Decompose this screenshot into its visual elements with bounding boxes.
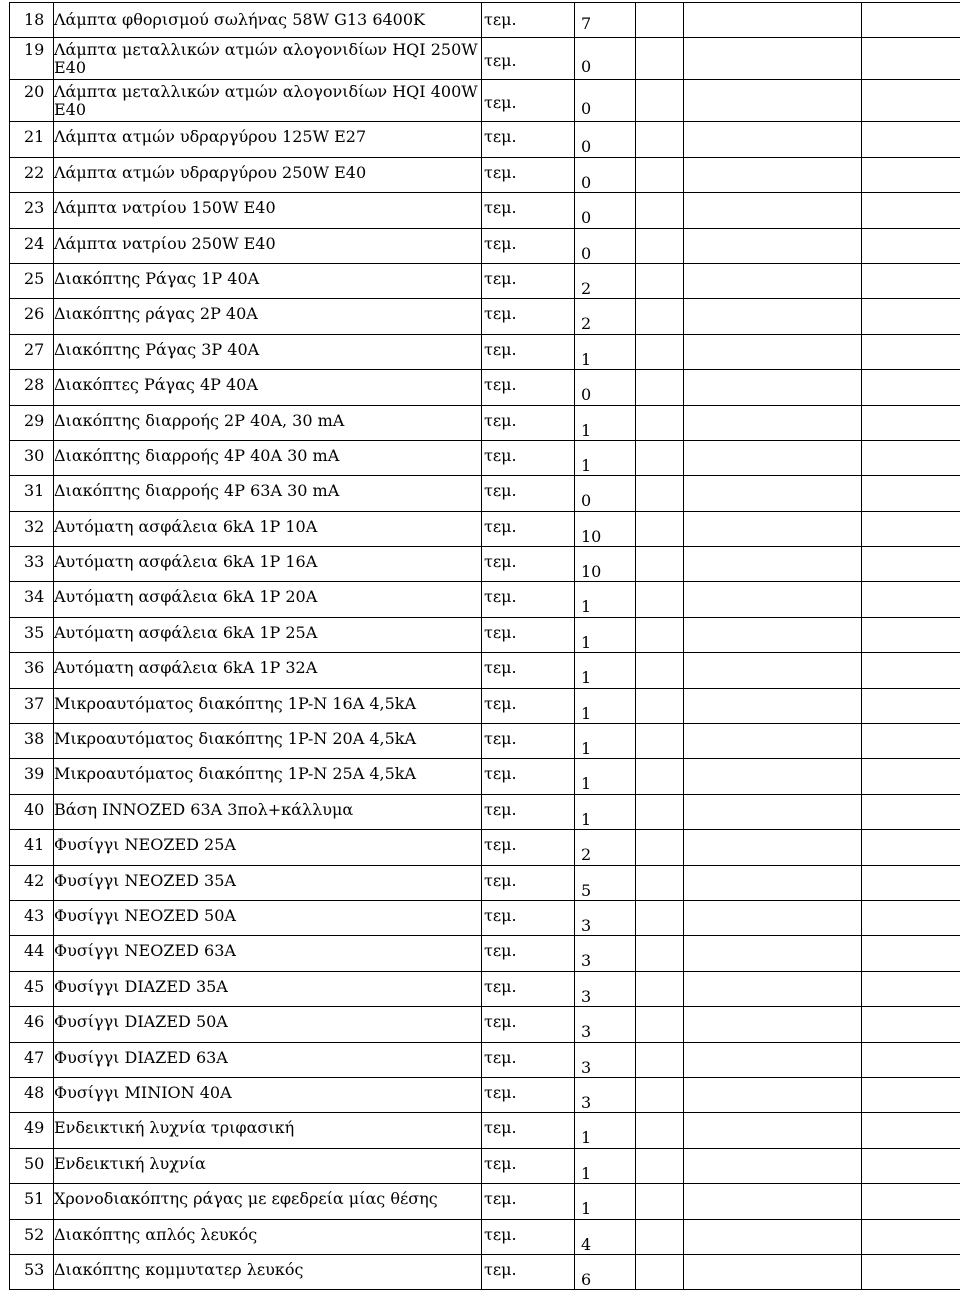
empty-cell bbox=[684, 688, 862, 723]
empty-cell bbox=[862, 1148, 960, 1183]
item-unit: τεμ. bbox=[482, 299, 575, 334]
item-number: 21 bbox=[10, 122, 54, 157]
item-unit: τεμ. bbox=[482, 724, 575, 759]
item-unit: τεμ. bbox=[482, 547, 575, 582]
item-number: 36 bbox=[10, 653, 54, 688]
empty-cell bbox=[862, 1219, 960, 1254]
empty-cell bbox=[862, 334, 960, 369]
empty-cell bbox=[862, 263, 960, 298]
table-row bbox=[10, 1007, 960, 1042]
empty-cell bbox=[636, 38, 684, 80]
item-quantity: 3 bbox=[575, 900, 636, 935]
empty-cell bbox=[862, 830, 960, 865]
item-number: 43 bbox=[10, 900, 54, 935]
empty-cell bbox=[684, 80, 862, 122]
item-number: 31 bbox=[10, 476, 54, 511]
empty-cell bbox=[636, 511, 684, 546]
item-description: Μικροαυτόματος διακόπτης 1P-N 20A 4,5kA bbox=[54, 724, 482, 759]
item-unit: τεμ. bbox=[482, 900, 575, 935]
item-number: 35 bbox=[10, 617, 54, 652]
item-number: 46 bbox=[10, 1007, 54, 1042]
item-number: 37 bbox=[10, 688, 54, 723]
empty-cell bbox=[636, 865, 684, 900]
empty-cell bbox=[684, 157, 862, 192]
empty-cell bbox=[862, 582, 960, 617]
table-row bbox=[10, 334, 960, 369]
item-number: 53 bbox=[10, 1254, 54, 1289]
table-row bbox=[10, 122, 960, 157]
item-unit: τεμ. bbox=[482, 865, 575, 900]
table-row bbox=[10, 582, 960, 617]
item-description: Φυσίγγι DIAZED 35A bbox=[54, 971, 482, 1006]
empty-cell bbox=[684, 724, 862, 759]
empty-cell bbox=[684, 370, 862, 405]
item-description: Λάμπτα νατρίου 150W E40 bbox=[54, 193, 482, 228]
item-unit: τεμ. bbox=[482, 653, 575, 688]
table-row bbox=[10, 724, 960, 759]
empty-cell bbox=[636, 299, 684, 334]
table-row bbox=[10, 688, 960, 723]
item-number: 23 bbox=[10, 193, 54, 228]
item-number: 48 bbox=[10, 1077, 54, 1112]
table-row bbox=[10, 653, 960, 688]
item-unit: τεμ. bbox=[482, 971, 575, 1006]
item-quantity: 1 bbox=[575, 724, 636, 759]
empty-cell bbox=[862, 971, 960, 1006]
empty-cell bbox=[862, 38, 960, 80]
item-description: Μικροαυτόματος διακόπτης 1P-N 25A 4,5kA bbox=[54, 759, 482, 794]
item-unit: τεμ. bbox=[482, 228, 575, 263]
empty-cell bbox=[636, 122, 684, 157]
empty-cell bbox=[636, 80, 684, 122]
empty-cell bbox=[636, 1113, 684, 1148]
item-unit: τεμ. bbox=[482, 476, 575, 511]
empty-cell bbox=[684, 936, 862, 971]
table-row bbox=[10, 971, 960, 1006]
table-row bbox=[10, 193, 960, 228]
empty-cell bbox=[862, 511, 960, 546]
table-row bbox=[10, 1254, 960, 1289]
table-row bbox=[10, 1077, 960, 1112]
empty-cell bbox=[684, 582, 862, 617]
empty-cell bbox=[636, 440, 684, 475]
empty-cell bbox=[684, 653, 862, 688]
item-quantity: 10 bbox=[575, 547, 636, 582]
item-quantity: 1 bbox=[575, 653, 636, 688]
item-quantity: 2 bbox=[575, 299, 636, 334]
empty-cell bbox=[684, 794, 862, 829]
table-row bbox=[10, 263, 960, 298]
item-description: Λάμπτα ατμών υδραργύρου 125W E27 bbox=[54, 122, 482, 157]
empty-cell bbox=[862, 936, 960, 971]
table-row bbox=[10, 936, 960, 971]
empty-cell bbox=[862, 1042, 960, 1077]
item-quantity: 0 bbox=[575, 38, 636, 80]
item-unit: τεμ. bbox=[482, 405, 575, 440]
item-number: 33 bbox=[10, 547, 54, 582]
empty-cell bbox=[684, 1184, 862, 1219]
table-row bbox=[10, 900, 960, 935]
item-unit: τεμ. bbox=[482, 617, 575, 652]
empty-cell bbox=[862, 440, 960, 475]
empty-cell bbox=[684, 1219, 862, 1254]
item-number: 52 bbox=[10, 1219, 54, 1254]
item-quantity: 3 bbox=[575, 1042, 636, 1077]
empty-cell bbox=[862, 617, 960, 652]
item-unit: τεμ. bbox=[482, 1113, 575, 1148]
item-unit: τεμ. bbox=[482, 440, 575, 475]
item-unit: τεμ. bbox=[482, 936, 575, 971]
item-unit: τεμ. bbox=[482, 830, 575, 865]
item-quantity: 6 bbox=[575, 1254, 636, 1289]
table-row bbox=[10, 405, 960, 440]
item-quantity: 1 bbox=[575, 1113, 636, 1148]
empty-cell bbox=[862, 3, 960, 38]
item-number: 28 bbox=[10, 370, 54, 405]
empty-cell bbox=[684, 547, 862, 582]
items-table bbox=[9, 2, 960, 1290]
item-number: 19 bbox=[10, 38, 54, 80]
item-number: 38 bbox=[10, 724, 54, 759]
item-number: 27 bbox=[10, 334, 54, 369]
empty-cell bbox=[862, 476, 960, 511]
item-description: Αυτόματη ασφάλεια 6kA 1P 10A bbox=[54, 511, 482, 546]
empty-cell bbox=[862, 299, 960, 334]
items-table-body bbox=[10, 3, 960, 1290]
item-description: Φυσίγγι NEOZED 25A bbox=[54, 830, 482, 865]
table-row bbox=[10, 370, 960, 405]
item-unit: τεμ. bbox=[482, 1219, 575, 1254]
item-description: Μικροαυτόματος διακόπτης 1P-N 16A 4,5kA bbox=[54, 688, 482, 723]
item-number: 25 bbox=[10, 263, 54, 298]
item-description: Διακόπτες Ράγας 4P 40A bbox=[54, 370, 482, 405]
item-quantity: 3 bbox=[575, 1077, 636, 1112]
empty-cell bbox=[636, 936, 684, 971]
item-quantity: 1 bbox=[575, 440, 636, 475]
item-description: Φυσίγγι MINION 40A bbox=[54, 1077, 482, 1112]
empty-cell bbox=[636, 263, 684, 298]
table-row bbox=[10, 299, 960, 334]
item-number: 22 bbox=[10, 157, 54, 192]
item-quantity: 0 bbox=[575, 193, 636, 228]
empty-cell bbox=[636, 830, 684, 865]
item-unit: τεμ. bbox=[482, 1148, 575, 1183]
empty-cell bbox=[636, 724, 684, 759]
empty-cell bbox=[862, 80, 960, 122]
item-unit: τεμ. bbox=[482, 334, 575, 369]
table-row bbox=[10, 228, 960, 263]
table-row bbox=[10, 80, 960, 122]
table-row bbox=[10, 157, 960, 192]
empty-cell bbox=[636, 547, 684, 582]
item-unit: τεμ. bbox=[482, 582, 575, 617]
empty-cell bbox=[636, 193, 684, 228]
item-description: Αυτόματη ασφάλεια 6kA 1P 20A bbox=[54, 582, 482, 617]
item-quantity: 3 bbox=[575, 1007, 636, 1042]
item-description: Φυσίγγι DIAZED 50A bbox=[54, 1007, 482, 1042]
item-unit: τεμ. bbox=[482, 688, 575, 723]
item-number: 51 bbox=[10, 1184, 54, 1219]
empty-cell bbox=[636, 617, 684, 652]
item-number: 44 bbox=[10, 936, 54, 971]
empty-cell bbox=[862, 1113, 960, 1148]
item-description: Διακόπτης Ράγας 1P 40A bbox=[54, 263, 482, 298]
item-description: Λάμπτα μεταλλικών ατμών αλογονιδίων HQI 400W E40 bbox=[54, 80, 482, 122]
empty-cell bbox=[862, 653, 960, 688]
empty-cell bbox=[862, 900, 960, 935]
item-description: Λάμπτα μεταλλικών ατμών αλογονιδίων HQI 250W E40 bbox=[54, 38, 482, 80]
item-unit: τεμ. bbox=[482, 759, 575, 794]
item-unit: τεμ. bbox=[482, 1077, 575, 1112]
empty-cell bbox=[684, 865, 862, 900]
table-row bbox=[10, 476, 960, 511]
table-row bbox=[10, 794, 960, 829]
item-quantity: 5 bbox=[575, 865, 636, 900]
empty-cell bbox=[684, 1007, 862, 1042]
empty-cell bbox=[862, 759, 960, 794]
table-row bbox=[10, 617, 960, 652]
empty-cell bbox=[636, 900, 684, 935]
table-row bbox=[10, 511, 960, 546]
empty-cell bbox=[684, 971, 862, 1006]
table-row bbox=[10, 865, 960, 900]
item-description: Χρονοδιακόπτης ράγας με εφεδρεία μίας θέσης bbox=[54, 1184, 482, 1219]
item-description: Φυσίγγι NEOZED 35A bbox=[54, 865, 482, 900]
table-row bbox=[10, 38, 960, 80]
empty-cell bbox=[684, 122, 862, 157]
empty-cell bbox=[862, 157, 960, 192]
item-quantity: 10 bbox=[575, 511, 636, 546]
empty-cell bbox=[684, 617, 862, 652]
empty-cell bbox=[636, 653, 684, 688]
item-number: 24 bbox=[10, 228, 54, 263]
item-number: 45 bbox=[10, 971, 54, 1006]
item-description: Διακόπτης διαρροής 2P 40A, 30 mA bbox=[54, 405, 482, 440]
item-number: 26 bbox=[10, 299, 54, 334]
item-description: Διακόπτης ράγας 2P 40A bbox=[54, 299, 482, 334]
item-description: Διακόπτης Ράγας 3P 40A bbox=[54, 334, 482, 369]
item-quantity: 1 bbox=[575, 688, 636, 723]
item-quantity: 0 bbox=[575, 370, 636, 405]
item-quantity: 1 bbox=[575, 759, 636, 794]
item-quantity: 4 bbox=[575, 1219, 636, 1254]
empty-cell bbox=[862, 1184, 960, 1219]
empty-cell bbox=[684, 759, 862, 794]
item-number: 30 bbox=[10, 440, 54, 475]
table-row bbox=[10, 1184, 960, 1219]
empty-cell bbox=[684, 830, 862, 865]
item-number: 47 bbox=[10, 1042, 54, 1077]
table-row bbox=[10, 759, 960, 794]
item-unit: τεμ. bbox=[482, 38, 575, 80]
table-row bbox=[10, 1113, 960, 1148]
empty-cell bbox=[862, 1007, 960, 1042]
empty-cell bbox=[862, 1077, 960, 1112]
empty-cell bbox=[684, 440, 862, 475]
item-unit: τεμ. bbox=[482, 193, 575, 228]
item-unit: τεμ. bbox=[482, 370, 575, 405]
item-description: Διακόπτης απλός λευκός bbox=[54, 1219, 482, 1254]
item-quantity: 3 bbox=[575, 971, 636, 1006]
item-unit: τεμ. bbox=[482, 1007, 575, 1042]
empty-cell bbox=[684, 334, 862, 369]
item-description: Αυτόματη ασφάλεια 6kA 1P 32A bbox=[54, 653, 482, 688]
item-unit: τεμ. bbox=[482, 122, 575, 157]
item-quantity: 0 bbox=[575, 476, 636, 511]
item-description: Αυτόματη ασφάλεια 6kA 1P 16A bbox=[54, 547, 482, 582]
item-quantity: 0 bbox=[575, 228, 636, 263]
empty-cell bbox=[636, 688, 684, 723]
item-description: Φυσίγγι NEOZED 63A bbox=[54, 936, 482, 971]
item-description: Διακόπτης διαρροής 4P 40A 30 mA bbox=[54, 440, 482, 475]
item-number: 18 bbox=[10, 3, 54, 38]
item-description: Ενδεικτική λυχνία τριφασική bbox=[54, 1113, 482, 1148]
table-row bbox=[10, 3, 960, 38]
empty-cell bbox=[636, 1254, 684, 1289]
item-unit: τεμ. bbox=[482, 263, 575, 298]
item-unit: τεμ. bbox=[482, 3, 575, 38]
item-number: 41 bbox=[10, 830, 54, 865]
item-quantity: 1 bbox=[575, 405, 636, 440]
item-quantity: 1 bbox=[575, 1148, 636, 1183]
item-number: 39 bbox=[10, 759, 54, 794]
empty-cell bbox=[862, 193, 960, 228]
item-number: 34 bbox=[10, 582, 54, 617]
item-quantity: 7 bbox=[575, 3, 636, 38]
empty-cell bbox=[684, 1148, 862, 1183]
empty-cell bbox=[684, 228, 862, 263]
item-description: Αυτόματη ασφάλεια 6kA 1P 25A bbox=[54, 617, 482, 652]
item-unit: τεμ. bbox=[482, 794, 575, 829]
empty-cell bbox=[684, 1042, 862, 1077]
empty-cell bbox=[636, 759, 684, 794]
item-quantity: 1 bbox=[575, 334, 636, 369]
item-quantity: 3 bbox=[575, 936, 636, 971]
item-quantity: 1 bbox=[575, 582, 636, 617]
item-description: Λάμπτα νατρίου 250W E40 bbox=[54, 228, 482, 263]
item-unit: τεμ. bbox=[482, 1184, 575, 1219]
empty-cell bbox=[684, 1077, 862, 1112]
item-unit: τεμ. bbox=[482, 80, 575, 122]
empty-cell bbox=[636, 476, 684, 511]
empty-cell bbox=[636, 1219, 684, 1254]
item-description: Λάμπτα ατμών υδραργύρου 250W E40 bbox=[54, 157, 482, 192]
empty-cell bbox=[684, 405, 862, 440]
empty-cell bbox=[862, 1254, 960, 1289]
item-description: Διακόπτης διαρροής 4P 63A 30 mA bbox=[54, 476, 482, 511]
empty-cell bbox=[636, 1007, 684, 1042]
empty-cell bbox=[684, 900, 862, 935]
empty-cell bbox=[862, 228, 960, 263]
empty-cell bbox=[636, 1184, 684, 1219]
item-quantity: 2 bbox=[575, 263, 636, 298]
empty-cell bbox=[636, 1148, 684, 1183]
empty-cell bbox=[862, 865, 960, 900]
table-row bbox=[10, 1148, 960, 1183]
table-row bbox=[10, 440, 960, 475]
empty-cell bbox=[862, 547, 960, 582]
item-unit: τεμ. bbox=[482, 1042, 575, 1077]
empty-cell bbox=[684, 1254, 862, 1289]
item-description: Ενδεικτική λυχνία bbox=[54, 1148, 482, 1183]
item-number: 32 bbox=[10, 511, 54, 546]
empty-cell bbox=[636, 157, 684, 192]
empty-cell bbox=[636, 794, 684, 829]
empty-cell bbox=[862, 794, 960, 829]
empty-cell bbox=[636, 1077, 684, 1112]
item-number: 50 bbox=[10, 1148, 54, 1183]
empty-cell bbox=[862, 405, 960, 440]
table-row bbox=[10, 1219, 960, 1254]
empty-cell bbox=[636, 971, 684, 1006]
empty-cell bbox=[684, 1113, 862, 1148]
empty-cell bbox=[636, 1042, 684, 1077]
empty-cell bbox=[684, 476, 862, 511]
item-number: 49 bbox=[10, 1113, 54, 1148]
item-description: Διακόπτης κομμυτατερ λευκός bbox=[54, 1254, 482, 1289]
empty-cell bbox=[862, 370, 960, 405]
item-number: 20 bbox=[10, 80, 54, 122]
item-quantity: 0 bbox=[575, 157, 636, 192]
empty-cell bbox=[862, 724, 960, 759]
empty-cell bbox=[636, 582, 684, 617]
empty-cell bbox=[684, 511, 862, 546]
empty-cell bbox=[684, 299, 862, 334]
empty-cell bbox=[636, 228, 684, 263]
empty-cell bbox=[636, 370, 684, 405]
empty-cell bbox=[684, 193, 862, 228]
empty-cell bbox=[684, 3, 862, 38]
item-unit: τεμ. bbox=[482, 1254, 575, 1289]
item-quantity: 1 bbox=[575, 1184, 636, 1219]
table-row bbox=[10, 830, 960, 865]
table-row bbox=[10, 1042, 960, 1077]
item-quantity: 0 bbox=[575, 80, 636, 122]
empty-cell bbox=[684, 263, 862, 298]
item-description: Φυσίγγι NEOZED 50A bbox=[54, 900, 482, 935]
empty-cell bbox=[862, 122, 960, 157]
table-row bbox=[10, 547, 960, 582]
item-number: 42 bbox=[10, 865, 54, 900]
item-quantity: 2 bbox=[575, 830, 636, 865]
item-description: Λάμπτα φθορισμού σωλήνας 58W G13 6400K bbox=[54, 3, 482, 38]
item-number: 40 bbox=[10, 794, 54, 829]
empty-cell bbox=[636, 405, 684, 440]
empty-cell bbox=[636, 3, 684, 38]
item-description: Φυσίγγι DIAZED 63A bbox=[54, 1042, 482, 1077]
item-quantity: 0 bbox=[575, 122, 636, 157]
item-description: Βάση INNOZED 63A 3πολ+κάλλυμα bbox=[54, 794, 482, 829]
item-unit: τεμ. bbox=[482, 157, 575, 192]
empty-cell bbox=[862, 688, 960, 723]
item-number: 29 bbox=[10, 405, 54, 440]
item-quantity: 1 bbox=[575, 794, 636, 829]
item-unit: τεμ. bbox=[482, 511, 575, 546]
item-quantity: 1 bbox=[575, 617, 636, 652]
empty-cell bbox=[684, 38, 862, 80]
empty-cell bbox=[636, 334, 684, 369]
